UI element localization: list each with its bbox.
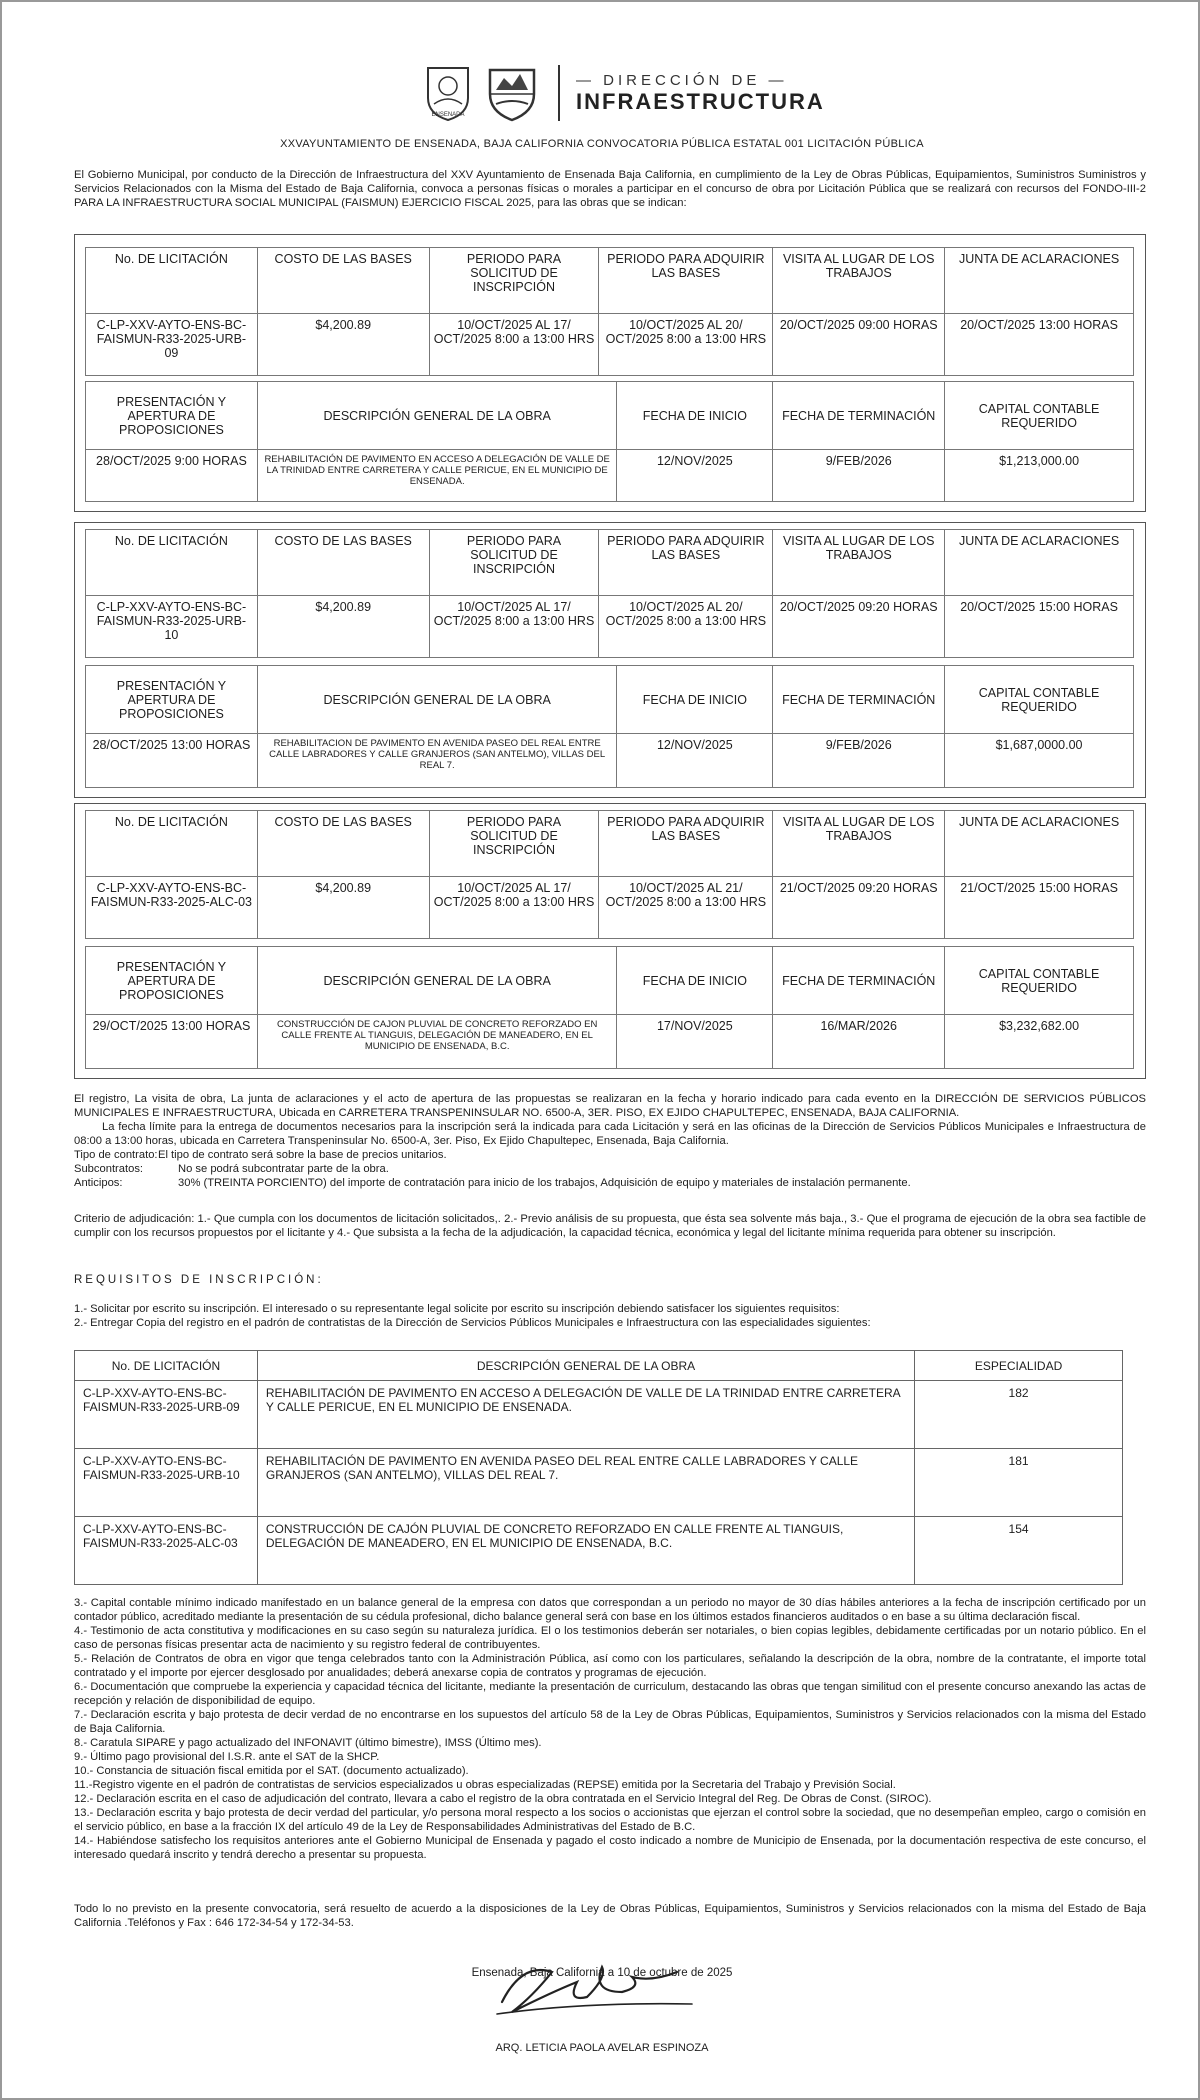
header-fecha-inicio: FECHA DE INICIO (617, 666, 773, 734)
header-periodo-bases: PERIODO PARA ADQUIRIR LAS BASES (599, 811, 773, 877)
licitacion-3-no: C-LP-XXV-AYTO-ENS-BC-FAISMUN-R33-2025-ALC-03 (86, 877, 258, 939)
requisitos-intro (74, 1302, 1146, 1330)
anticipos-value: 30% (TREINTA PORCIENTO) del importe de contratación para inicio de los trabajos, Adquisición de equipo y materiales de instalación permanente. (178, 1177, 911, 1189)
header-junta: JUNTA DE ACLARACIONES (945, 248, 1134, 314)
licitacion-3-periodo-inscripcion: 10/OCT/2025 AL 17/ OCT/2025 8:00 a 13:00 HRS (429, 877, 599, 939)
header-no-licitacion: No. DE LICITACIÓN (86, 248, 258, 314)
header-presentacion: PRESENTACIÓN Y APERTURA DE PROPOSICIONES (86, 947, 258, 1015)
licitacion-1-visita: 20/OCT/2025 09:00 HORAS (773, 314, 945, 376)
licitacion-1-top-table (85, 247, 1134, 376)
requisito-6: 6.- Documentación que compruebe la experiencia y capacidad técnica del licitante, mediante la presentación de curriculum, destacando las obras que tengan similitud con el presente concurso anexando las actas de recepción y relación de disponibilidad de equipo. (74, 1681, 1146, 1707)
licitacion-2-no: C-LP-XXV-AYTO-ENS-BC-FAISMUN-R33-2025-URB-10 (86, 596, 258, 658)
licitacion-3-periodo-bases: 10/OCT/2025 AL 21/ OCT/2025 8:00 a 13:00 HRS (599, 877, 773, 939)
registro-paragraph: El registro, La visita de obra, La junta de aclaraciones y el acto de apertura de las propuestas se realizaran en la fecha y horario indicado para cada evento en la DIRECCIÓN DE SERVICIOS PÚBLICOS MUNICIPALES E INFRAESTRUCTURA, Ubicada en CARRETERA TRANSPENINSULAR NO. 6500-A, 3ER. PISO, EX EJIDO CHAPULTEPEC, ENSENADA, BAJA CALIFORNIA. (74, 1093, 1146, 1119)
requisito-8: 8.- Caratula SIPARE y pago actualizado del INFONAVIT (último bimestre), IMSS (Último mes). (74, 1737, 542, 1749)
coat-of-arms-icon (486, 64, 538, 122)
spec-row-1-no: C-LP-XXV-AYTO-ENS-BC-FAISMUN-R33-2025-URB-09 (75, 1381, 258, 1449)
licitacion-3-inicio: 17/NOV/2025 (617, 1015, 773, 1069)
requisito-4: 4.- Testimonio de acta constitutiva y modificaciones en su caso según su naturaleza jurídica. El o los testimonios deberán ser notariales, o bien copias legibles, debidamente certificadas por un notario público. En el caso de personas físicas presentar acta de nacimiento y su registro federal de contribuyentes. (74, 1625, 1146, 1651)
firmante-nombre: ARQ. LETICIA PAOLA AVELAR ESPINOZA (495, 2042, 709, 2054)
licitacion-3-visita: 21/OCT/2025 09:20 HORAS (773, 877, 945, 939)
header-descripcion: DESCRIPCIÓN GENERAL DE LA OBRA (257, 947, 617, 1015)
licitacion-2-descripcion: REHABILITACION DE PAVIMENTO EN AVENIDA PASEO DEL REAL ENTRE CALLE LABRADORES Y CALLE GRANJEROS (SAN ANTELMO), VILLAS DEL REAL 7. (257, 734, 617, 788)
header-periodo-inscripcion: PERIODO PARA SOLICITUD DE INSCRIPCIÓN (429, 811, 599, 877)
header-descripcion: DESCRIPCIÓN GENERAL DE LA OBRA (257, 666, 617, 734)
header-visita: VISITA AL LUGAR DE LOS TRABAJOS (773, 248, 945, 314)
licitacion-1-no: C-LP-XXV-AYTO-ENS-BC-FAISMUN-R33-2025-URB-09 (86, 314, 258, 376)
requisito-7: 7.- Declaración escrita y bajo protesta de decir verdad de no encontrarse en los supuestos del artículo 58 de la Ley de Obras Públicas, Equipamientos, Suministros y Servicios relacionados con la misma del Estado de Baja California. (74, 1709, 1146, 1735)
header-periodo-bases: PERIODO PARA ADQUIRIR LAS BASES (599, 530, 773, 596)
header-no-licitacion: No. DE LICITACIÓN (86, 811, 258, 877)
licitacion-1-junta: 20/OCT/2025 13:00 HORAS (945, 314, 1134, 376)
municipal-logo-icon (422, 64, 474, 122)
licitacion-3-presentacion: 29/OCT/2025 13:00 HORAS (86, 1015, 258, 1069)
spec-header-desc: DESCRIPCIÓN GENERAL DE LA OBRA (257, 1351, 914, 1381)
licitacion-1-costo: $4,200.89 (257, 314, 429, 376)
tipo-contrato-label: Tipo de contrato: (74, 1149, 158, 1161)
licitacion-1-descripcion: REHABILITACIÓN DE PAVIMENTO EN ACCESO A DELEGACIÓN DE VALLE DE LA TRINIDAD ENTRE CARRETERA Y CALLE PERICUE, EN EL MUNICIPIO DE ENSENADA. (257, 450, 617, 502)
header (2, 56, 1200, 126)
licitacion-1-bottom-table (85, 381, 1134, 502)
subcontratos-label: Subcontratos: (74, 1163, 144, 1175)
header-junta: JUNTA DE ACLARACIONES (945, 811, 1134, 877)
licitacion-2-presentacion: 28/OCT/2025 13:00 HORAS (86, 734, 258, 788)
header-capital: CAPITAL CONTABLE REQUERIDO (945, 666, 1134, 734)
header-costo: COSTO DE LAS BASES (257, 248, 429, 314)
spec-header-esp: ESPECIALIDAD (915, 1351, 1123, 1381)
licitacion-3-top-table (85, 810, 1134, 939)
licitacion-3-terminacion: 16/MAR/2026 (773, 1015, 945, 1069)
requisito-9: 9.- Último pago provisional del I.S.R. ante el SAT de la SHCP. (74, 1751, 380, 1763)
header-fecha-terminacion: FECHA DE TERMINACIÓN (773, 382, 945, 450)
header-junta: JUNTA DE ACLARACIONES (945, 530, 1134, 596)
especialidades-table (74, 1350, 1123, 1585)
header-fecha-inicio: FECHA DE INICIO (617, 947, 773, 1015)
licitacion-2-costo: $4,200.89 (257, 596, 429, 658)
requisito-5: 5.- Relación de Contratos de obra en vigor que tenga celebrados tanto con la Administración Pública, así como con los particulares, señalando la descripción de la obra, nombre de la contratante, el importe total contratado y el importe por ejercer desglosado por anualidades; deberá anexarse copia de contratos y programas de ejecución. (74, 1653, 1146, 1679)
header-fecha-terminacion: FECHA DE TERMINACIÓN (773, 947, 945, 1015)
logo-caption: ENSENADA (431, 112, 465, 118)
fecha-limite-paragraph: La fecha límite para la entrega de documentos necesarios para la inscripción será la indicada para cada Licitación y será en las oficinas de la Dirección de Servicios Públicos Municipales e Infraestructura de 08:00 a 13:00 horas, ubicada en Carretera Transpeninsular No. 6500-A, 3er. Piso, Ex Ejido Chapultepec, Ensenada, Baja California. (74, 1121, 1146, 1147)
header-direction-label: — DIRECCIÓN DE — (576, 71, 788, 89)
disposiciones-finales: Todo lo no previsto en la presente convocatoria, será resuelto de acuerdo a la disposiciones de la Ley de Obras Públicas, Equipamientos, Suministros y Servicios relacionados con la misma del Estado de Baja California .Teléfonos y Fax : 646 172-34-54 y 172-34-53. (74, 1903, 1146, 1929)
licitacion-2-periodo-bases: 10/OCT/2025 AL 20/ OCT/2025 8:00 a 13:00 HRS (599, 596, 773, 658)
header-logos (422, 64, 825, 122)
lugar-fecha: Ensenada, Baja California a 10 de octubre de 2025 (471, 1967, 733, 1979)
licitacion-1-presentacion: 28/OCT/2025 9:00 HORAS (86, 450, 258, 502)
subcontratos-line (74, 1162, 1146, 1176)
header-capital: CAPITAL CONTABLE REQUERIDO (945, 382, 1134, 450)
requisito-2: 2.- Entregar Copia del registro en el padrón de contratistas de la Dirección de Servicios Públicos Municipales e Infraestructura con las especialidades siguientes: (74, 1317, 871, 1329)
licitacion-2-visita: 20/OCT/2025 09:20 HORAS (773, 596, 945, 658)
licitacion-1-periodo-bases: 10/OCT/2025 AL 20/ OCT/2025 8:00 a 13:00 HRS (599, 314, 773, 376)
requisito-10: 10.- Constancia de situación fiscal emitida por el SAT. (documento actualizado). (74, 1765, 469, 1777)
header-periodo-inscripcion: PERIODO PARA SOLICITUD DE INSCRIPCIÓN (429, 248, 599, 314)
subcontratos-value: No se podrá subcontratar parte de la obra. (178, 1163, 389, 1175)
document-subtitle: XXVAYUNTAMIENTO DE ENSENADA, BAJA CALIFORNIA CONVOCATORIA PÚBLICA ESTATAL 001 LICITACIÓN PÚBLICA (280, 138, 924, 150)
header-fecha-inicio: FECHA DE INICIO (617, 382, 773, 450)
header-fecha-terminacion: FECHA DE TERMINACIÓN (773, 666, 945, 734)
spec-header-no: No. DE LICITACIÓN (75, 1351, 258, 1381)
licitacion-2-periodo-inscripcion: 10/OCT/2025 AL 17/ OCT/2025 8:00 a 13:00 HRS (429, 596, 599, 658)
registro-section (74, 1092, 1146, 1190)
criterio-adjudicacion: Criterio de adjudicación: 1.- Que cumpla con los documentos de licitación solicitados,. 2.- Previo análisis de su propuesta, que ésta sea solvente más baja., 3.- Que el programa de ejecución de la obra sea factible de cumplir con los recursos propuestos por el licitante y 4.- Que subsista a la fecha de la adjudicación, la capacidad técnica, económica y legal del licitante mínima requerida para obtener su inscripción. (74, 1213, 1146, 1239)
header-descripcion: DESCRIPCIÓN GENERAL DE LA OBRA (257, 382, 617, 450)
header-presentacion: PRESENTACIÓN Y APERTURA DE PROPOSICIONES (86, 666, 258, 734)
licitacion-2-junta: 20/OCT/2025 15:00 HORAS (945, 596, 1134, 658)
header-divider (558, 65, 560, 121)
header-costo: COSTO DE LAS BASES (257, 811, 429, 877)
header-visita: VISITA AL LUGAR DE LOS TRABAJOS (773, 811, 945, 877)
licitacion-2-bottom-table (85, 665, 1134, 788)
header-visita: VISITA AL LUGAR DE LOS TRABAJOS (773, 530, 945, 596)
spec-row-3-esp: 154 (915, 1517, 1123, 1585)
anticipos-label: Anticipos: (74, 1177, 123, 1189)
licitacion-2-capital: $1,687,0000.00 (945, 734, 1134, 788)
licitacion-block-2 (74, 522, 1146, 798)
requisito-13: 13.- Declaración escrita y bajo protesta de decir verdad del particular, y/o persona moral respecto a los socios o accionistas que ejerzan el control sobre la sociedad, que no desempeñan empleo, cargo o comisión en el servicio público, en base a la fracción IX del artículo 49 de la Ley de Responsabilidades Administrativas del Estado de B.C. (74, 1807, 1146, 1833)
requisitos-title: REQUISITOS DE INSCRIPCIÓN: (74, 1274, 324, 1286)
header-capital: CAPITAL CONTABLE REQUERIDO (945, 947, 1134, 1015)
licitacion-3-descripcion: CONSTRUCCIÓN DE CAJON PLUVIAL DE CONCRETO REFORZADO EN CALLE FRENTE AL TIANGUIS, DELEGACIÓN DE MANEADERO, EN EL MUNICIPIO DE ENSENADA, B.C. (257, 1015, 617, 1069)
spec-row-3-desc: CONSTRUCCIÓN DE CAJÓN PLUVIAL DE CONCRETO REFORZADO EN CALLE FRENTE AL TIANGUIS, DELEGACIÓN DE MANEADERO, EN EL MUNICIPIO DE ENSENADA, B.C. (257, 1517, 914, 1585)
licitacion-2-top-table (85, 529, 1134, 658)
spec-row-1-desc: REHABILITACIÓN DE PAVIMENTO EN ACCESO A DELEGACIÓN DE VALLE DE LA TRINIDAD ENTRE CARRETERA Y CALLE PERICUE, EN EL MUNICIPIO DE ENSENADA. (257, 1381, 914, 1449)
licitacion-1-capital: $1,213,000.00 (945, 450, 1134, 502)
spec-row-1-esp: 182 (915, 1381, 1123, 1449)
requisito-14: 14.- Habiéndose satisfecho los requisitos anteriores ante el Gobierno Municipal de Ensenada y pagado el costo indicado a nombre de Municipio de Ensenada, por la documentación respectiva de este concurso, el interesado quedará inscrito y tendrá derecho a presentar su propuesta. (74, 1835, 1146, 1861)
requisito-1: 1.- Solicitar por escrito su inscripción. El interesado o su representante legal solicite por escrito su inscripción debiendo satisfacer los siguientes requisitos: (74, 1303, 840, 1315)
requisito-11: 11.-Registro vigente en el padrón de contratistas de servicios especializados u obras especializadas (REPSE) emitida por la Secretaria del Trabajo y Previsión Social. (74, 1779, 896, 1791)
signature-icon (482, 1942, 722, 2022)
requisito-3: 3.- Capital contable mínimo indicado manifestado en un balance general de la empresa con datos que correspondan a un periodo no mayor de 30 días hábiles anteriores a la fecha de inscripción certificado por un contador público, acreditado mediante la presentación de su cédula profesional, dicho balance general será con base en los últimos estados financieros auditados o en base a su última declaración fiscal. (74, 1597, 1146, 1623)
licitacion-block-3 (74, 803, 1146, 1079)
licitacion-3-bottom-table (85, 946, 1134, 1069)
tipo-contrato-line (74, 1148, 1146, 1162)
spec-row-2-esp: 181 (915, 1449, 1123, 1517)
spec-row-3-no: C-LP-XXV-AYTO-ENS-BC-FAISMUN-R33-2025-ALC-03 (75, 1517, 258, 1585)
requisito-12: 12.- Declaración escrita en el caso de adjudicación del contrato, llevara a cabo el registro de la obra contratada en el Servicio Integral del Reg. De Obras de Const. (SIROC). (74, 1793, 932, 1805)
licitacion-3-capital: $3,232,682.00 (945, 1015, 1134, 1069)
licitacion-1-periodo-inscripcion: 10/OCT/2025 AL 17/ OCT/2025 8:00 a 13:00 HRS (429, 314, 599, 376)
spec-row-2-desc: REHABILITACIÓN DE PAVIMENTO EN AVENIDA PASEO DEL REAL ENTRE CALLE LABRADORES Y CALLE GRANJEROS (SAN ANTELMO), VILLAS DEL REAL 7. (257, 1449, 914, 1517)
licitacion-2-terminacion: 9/FEB/2026 (773, 734, 945, 788)
header-periodo-inscripcion: PERIODO PARA SOLICITUD DE INSCRIPCIÓN (429, 530, 599, 596)
requisitos-list (74, 1596, 1146, 1862)
intro-paragraph: El Gobierno Municipal, por conducto de la Dirección de Infraestructura del XXV Ayuntamiento de Ensenada Baja California, en cumplimiento de la Ley de Obras Públicas, Equipamientos, Suministros Suministros y Servicios Relacionados con la Misma del Estado de Baja California, convoca a personas físicas o morales a participar en el concurso de obra por Licitación Pública que se realizará con recursos del FONDO-III-2 PARA LA INFRAESTRUCTURA SOCIAL MUNICIPAL (FAISMUN) EJERCICIO FISCAL 2025, para las obras que se indican: (74, 169, 1146, 209)
licitacion-block-1 (74, 234, 1146, 512)
anticipos-line (74, 1176, 1146, 1190)
spec-row-2-no: C-LP-XXV-AYTO-ENS-BC-FAISMUN-R33-2025-URB-10 (75, 1449, 258, 1517)
header-costo: COSTO DE LAS BASES (257, 530, 429, 596)
header-periodo-bases: PERIODO PARA ADQUIRIR LAS BASES (599, 248, 773, 314)
licitacion-3-junta: 21/OCT/2025 15:00 HORAS (945, 877, 1134, 939)
header-infraestructura-title: INFRAESTRUCTURA (576, 88, 825, 114)
tipo-contrato-value: El tipo de contrato será sobre la base de precios unitarios. (158, 1149, 447, 1161)
licitacion-1-terminacion: 9/FEB/2026 (773, 450, 945, 502)
header-no-licitacion: No. DE LICITACIÓN (86, 530, 258, 596)
licitacion-1-inicio: 12/NOV/2025 (617, 450, 773, 502)
licitacion-2-inicio: 12/NOV/2025 (617, 734, 773, 788)
header-presentacion: PRESENTACIÓN Y APERTURA DE PROPOSICIONES (86, 382, 258, 450)
licitacion-3-costo: $4,200.89 (257, 877, 429, 939)
